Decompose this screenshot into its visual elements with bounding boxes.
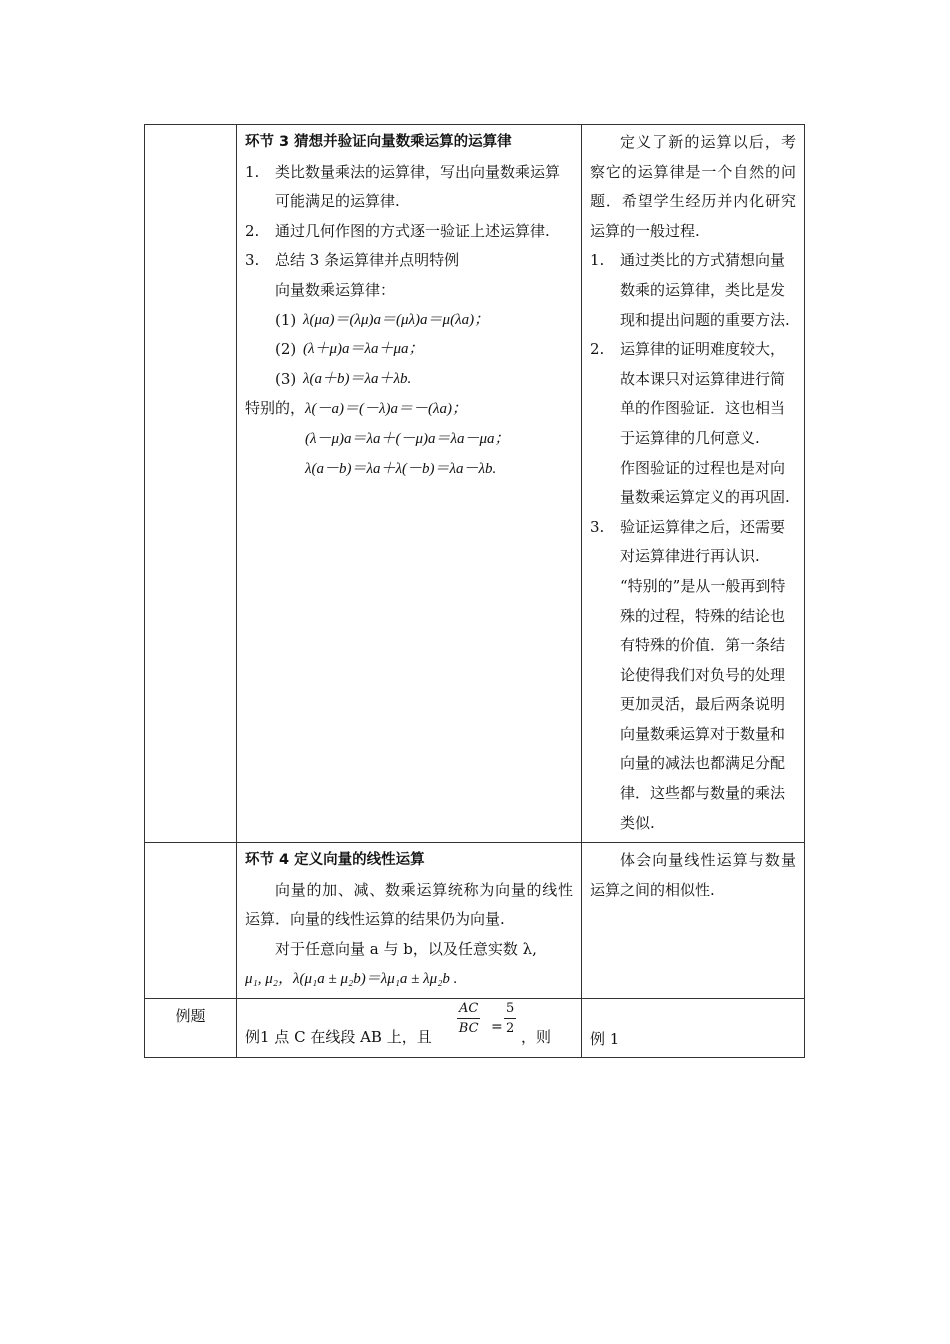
item-text: 总结 3 条运算律并点明特例 (275, 251, 460, 270)
law-number: (1) (275, 310, 297, 329)
note-number: 1. (590, 251, 605, 270)
law-formula: (λ＋μ)a＝λa＋μa； (303, 341, 424, 358)
item-number: 3. (245, 251, 260, 270)
list-item (245, 217, 573, 247)
note-text: 作图验证的过程也是对向量数乘运算定义的再巩固. (620, 458, 790, 507)
fraction-denominator: BC (458, 1021, 479, 1037)
note-text: 验证运算律之后，还需要对运算律进行再认识. (620, 517, 786, 566)
laws-heading: 向量数乘运算律： (275, 280, 396, 299)
note-cell-section3 (582, 125, 805, 843)
note-item (590, 335, 796, 513)
item-text: 通过几何作图的方式逐一验证上述运算律. (275, 221, 550, 240)
content-cell-section3 (237, 125, 582, 843)
fraction-value (504, 1001, 516, 1037)
table-row (145, 999, 805, 1058)
example-text: 例1 点 C 在线段 AB 上，且 (245, 1028, 432, 1047)
definition-paragraph: 向量的加、减、数乘运算统称为向量的线性运算．向量的线性运算的结果仍为向量. (245, 880, 573, 929)
special-line (245, 394, 573, 425)
fraction-numerator: 5 (504, 1001, 516, 1019)
example-note-cell (582, 999, 805, 1058)
note-item (590, 246, 796, 335)
section-title: 环节 3 猜想并验证向量数乘运算的运算律 (245, 134, 512, 150)
note-text: 运算律的证明难度较大，故本课只对运算律进行简单的作图验证．这也相当于运算律的几何意义. (620, 340, 786, 447)
row-label-cell (145, 843, 237, 999)
law-item (245, 335, 573, 365)
law-number: (3) (275, 369, 297, 388)
special-formula: λ(a－b)＝λa＋λ(－b)＝λa－λb. (305, 460, 497, 477)
row-label-cell (145, 999, 237, 1058)
law-item (245, 365, 573, 395)
law-formula: λ(a＋b)＝λa＋λb. (303, 370, 412, 387)
special-formula: λ(－a)＝(－λ)a＝－(λa)； (305, 401, 467, 418)
item-number: 1. (245, 162, 260, 181)
note-text: 体会向量线性运算与数量运算之间的相似性. (590, 851, 796, 899)
example-text: ，则 (521, 1028, 552, 1047)
example-cell (237, 999, 582, 1058)
item-number: 2. (245, 221, 260, 240)
special-prefix: 特别的， (245, 399, 306, 418)
note-text: “特别的”是从一般再到特殊的过程，特殊的结论也有特殊的价值．第一条结论使得我们对负号的处理更加灵活，最后两条说明向量数乘运算对于数量和向量的减法也都满足分配律．这些都与数量的乘法类似. (620, 576, 786, 832)
fraction-ac-bc (457, 1001, 480, 1037)
item-text: 类比数量乘法的运算律，写出向量数乘运算可能满足的运算律. (275, 162, 561, 211)
special-formula: (λ－μ)a＝λa＋(－μ)a＝λa－μa； (305, 430, 510, 447)
equals-sign: = (491, 1019, 503, 1036)
fraction-denominator: 2 (506, 1021, 515, 1037)
list-item (245, 158, 573, 217)
definition-formula-line: 对于任意向量 a 与 b，以及任意实数 λ, (275, 940, 537, 959)
note-number: 2. (590, 340, 605, 359)
note-intro: 定义了新的运算以后，考察它的运算律是一个自然的问题．希望学生经历并内化研究运算的一般过程. (590, 133, 796, 240)
note-number: 3. (590, 517, 605, 536)
list-item (245, 246, 573, 276)
table-row (145, 125, 805, 843)
law-formula: λ(μa)＝(λμ)a＝(μλ)a＝μ(λa)； (303, 311, 490, 328)
note-item (590, 513, 796, 839)
definition-formula-line: μ₁, μ₂，λ(μ₁a ± μ₂b)＝λμ₁a ± λμ₂b . (245, 970, 458, 987)
row-label-cell (145, 125, 237, 843)
row-label: 例题 (175, 1007, 206, 1026)
law-item (245, 306, 573, 336)
section-title: 环节 4 定义向量的线性运算 (245, 852, 425, 869)
fraction-numerator: AC (457, 1001, 480, 1019)
lesson-plan-table (144, 124, 805, 1058)
content-cell-section4 (237, 843, 582, 999)
note-text: 例 1 (590, 1030, 620, 1049)
table-row (145, 843, 805, 999)
example-line (245, 1001, 573, 1055)
law-number: (2) (275, 340, 297, 359)
note-cell-section4 (582, 843, 805, 999)
note-text: 通过类比的方式猜想向量数乘的运算律，类比是发现和提出问题的重要方法. (620, 251, 790, 329)
